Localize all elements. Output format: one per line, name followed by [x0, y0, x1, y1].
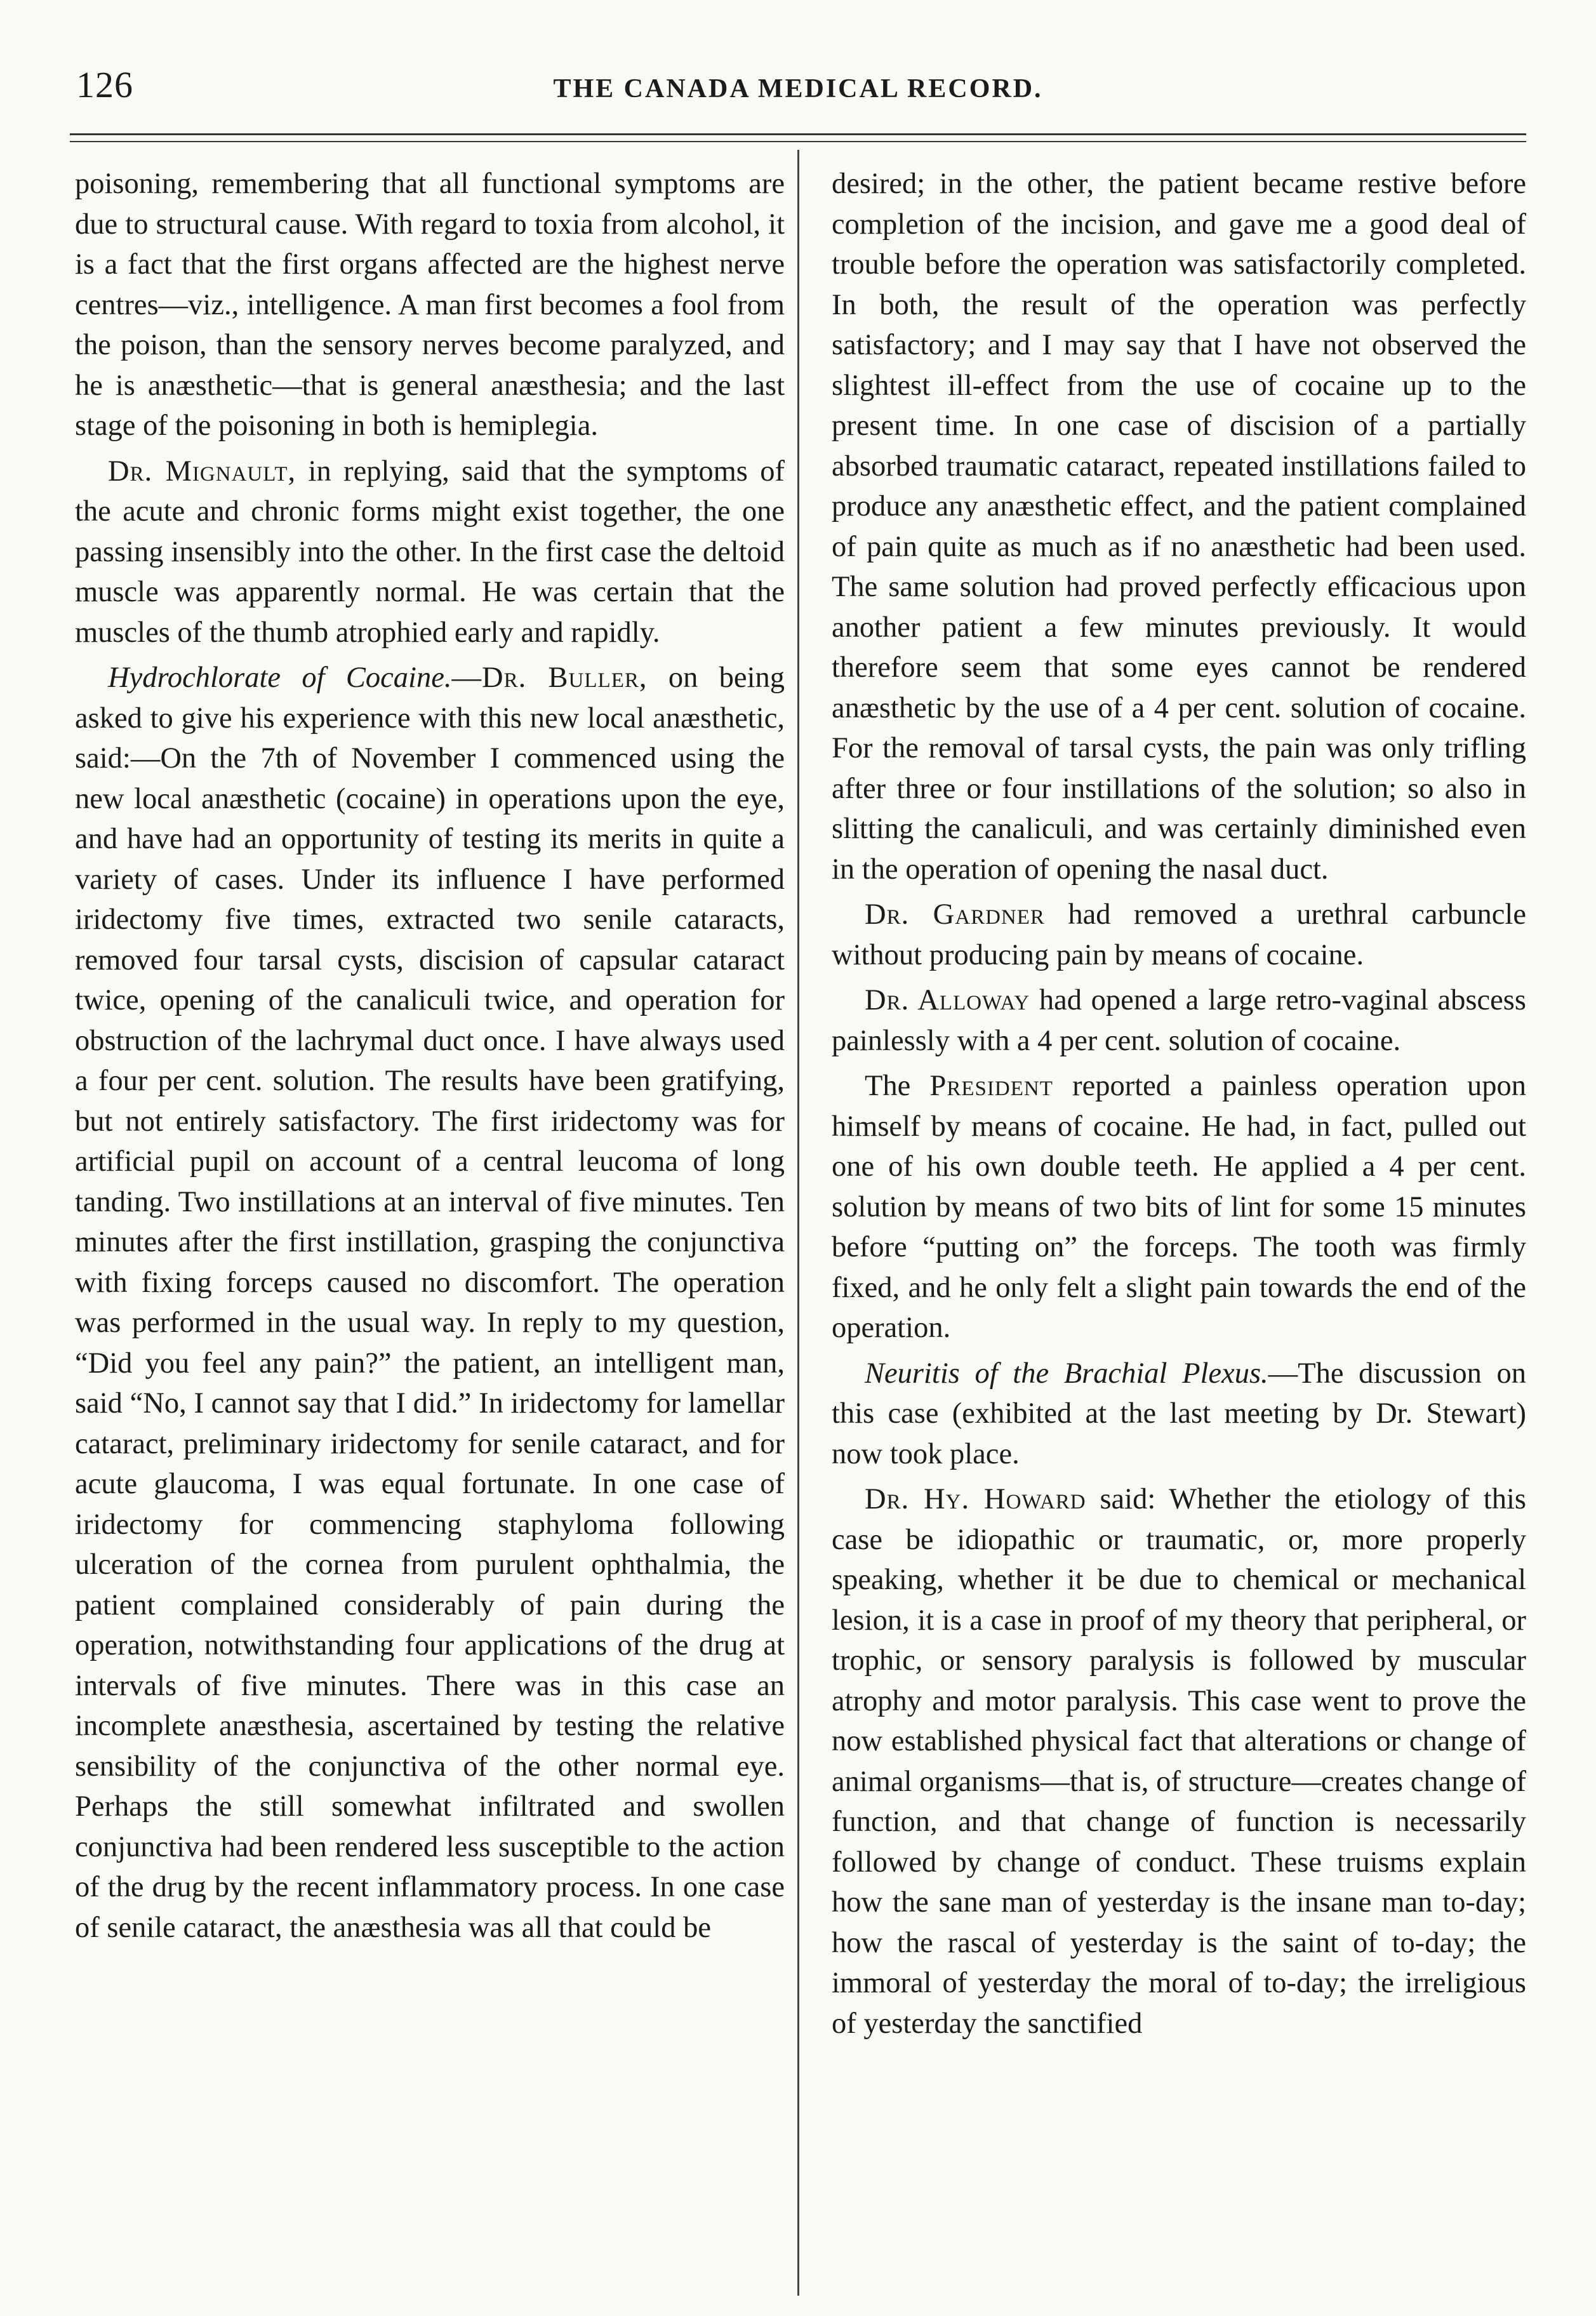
header-rule-top	[70, 133, 1526, 135]
section-heading: Hydrochlorate of Cocaine.	[108, 662, 452, 694]
speaker-name: President	[929, 1070, 1053, 1102]
paragraph-text: reported a painless operation upon himself by means of cocaine. He had, in fact, pulled out one of his own double teeth. He applied a 4 per cent. solution by means of two bits of lint for some 15 minutes before “putting on” the forceps. The tooth was firmly fixed, and he only felt a slight pain towards the end of the operation.	[832, 1070, 1527, 1344]
header-rule-bottom	[70, 141, 1526, 142]
paragraph-text: poisoning, remembering that all functional symptoms are due to structural cause. With regard to toxia from alcohol, it is a fact that the first organs affected are the highest nerve centres—viz., intelligence. A man first becomes a fool from the poison, than the sensory nerves become paralyzed, and he is anæsthetic—that is general anæsthesia; and the last stage of the poisoning in both is hemiplegia.	[75, 168, 785, 442]
paragraph	[75, 164, 785, 446]
speaker-name: Dr. Hy. Howard	[865, 1483, 1086, 1515]
paragraph	[832, 1479, 1526, 2044]
paragraph	[832, 980, 1526, 1061]
paragraph-text: on being asked to give his experience with this new local anæsthetic, said:—On the 7th of November I commenced using the new local anæsthetic (cocaine) in operations upon the eye, and have had an opportunity of testing its merits in quite a variety of cases. Under its influence I have performed iridectomy five times, extracted two senile cataracts, removed four tarsal cysts, discision of capsular cataract twice, opening of the canaliculi twice, and operation for obstruction of the lachrymal duct once. I have always used a four per cent. solution. The results have been gratifying, but not entirely satisfactory. The first iridectomy was for artificial pupil on account of a central leucoma of long tanding. Two instillations at an interval of five minutes. Ten minutes after the first instillation, grasping the conjunctiva with fixing forceps caused no discomfort. The operation was performed in the usual way. In reply to my question, “Did you feel any pain?” the patient, an intelligent man, said “No, I cannot say that I did.” In iridectomy for lamellar cataract, preliminary iridectomy for senile cataract, and for acute glaucoma, I was equal fortunate. In one case of iridectomy for commencing staphyloma following ulceration of the cornea from purulent ophthalmia, the patient complained considerably of pain during the operation, notwithstanding four applications of the drug at intervals of five minutes. There was in this case an incomplete anæsthesia, ascertained by testing the relative sensibility of the conjunctiva of the other normal eye. Perhaps the still somewhat infiltrated and swollen conjunctiva had been rendered less susceptible to the action of the drug by the recent inflammatory process. In one case of senile cataract, the anæsthesia was all that could be	[75, 662, 785, 1944]
speaker-name: Dr. Alloway	[865, 984, 1030, 1016]
paragraph	[832, 164, 1526, 889]
paragraph	[832, 895, 1526, 975]
paragraph-text: had removed a urethral carbuncle without producing pain by means of cocaine.	[832, 898, 1526, 971]
paragraph-text: in replying, said that the symptoms of the acute and chronic forms might exist together, the one passing insensibly into the other. In the first case the deltoid muscle was apparently normal. He was certain that the muscles of the thumb atrophied early and rapidly.	[75, 455, 785, 649]
speaker-name: Dr. Mignault,	[108, 455, 296, 488]
column-divider	[797, 150, 799, 2296]
paragraph	[75, 451, 785, 653]
paragraph	[75, 658, 785, 1948]
page-number: 126	[76, 64, 133, 105]
right-column	[832, 164, 1526, 2049]
paragraph	[832, 1354, 1526, 1475]
section-heading: Neuritis of the Brachial Plexus.	[865, 1357, 1268, 1390]
running-title: THE CANADA MEDICAL RECORD.	[553, 74, 1043, 103]
paragraph-text: desired; in the other, the patient became restive before completion of the incision, and gave me a good deal of trouble before the operation was satisfactorily completed. In both, the result of the operation was perfectly satisfactory; and I may say that I have not observed the slightest ill-effect from the use of cocaine up to the present time. In one case of discision of a partially absorbed traumatic cataract, repeated instillations failed to produce any anæsthetic effect, and the patient complained of pain quite as much as if no anæsthetic had been used. The same solution had proved perfectly efficacious upon another patient a few minutes previously. It would therefore seem that some eyes cannot be rendered anæsthetic by the use of a 4 per cent. solution of cocaine. For the removal of tarsal cysts, the pain was only trifling after three or four instillations of the solution; so also in slitting the canaliculi, and was certainly diminished even in the operation of opening the nasal duct.	[832, 168, 1526, 886]
paragraph	[832, 1066, 1526, 1348]
paragraph-text: The	[865, 1070, 930, 1102]
paragraph-text: had opened a large retro-vaginal abscess painlessly with a 4 per cent. solution of cocaine.	[832, 984, 1526, 1057]
left-column	[75, 164, 785, 1953]
paragraph-text: said: Whether the etiology of this case be idiopathic or traumatic, or, more properly speaking, whether it be due to chemical or mechanical lesion, it is a case in proof of my theory that peripheral, or trophic, or sensory paralysis is followed by muscular atrophy and motor paralysis. This case went to prove the now established physical fact that alterations or change of animal organisms—that is, of structure—creates change of function, and that change of function is necessarily followed by change of conduct. These truisms explain how the sane man of yesterday is the insane man to-day; how the rascal of yesterday is the saint of to-day; the immoral of yesterday the moral of to-day; the irreligious of yesterday the sanctified	[832, 1483, 1526, 2040]
speaker-name: —Dr. Buller,	[451, 662, 648, 694]
speaker-name: Dr. Gardner	[865, 898, 1045, 931]
paragraph-text: —The discussion on this case (exhibited at the last meeting by Dr. Stewart) now took place.	[832, 1357, 1526, 1470]
